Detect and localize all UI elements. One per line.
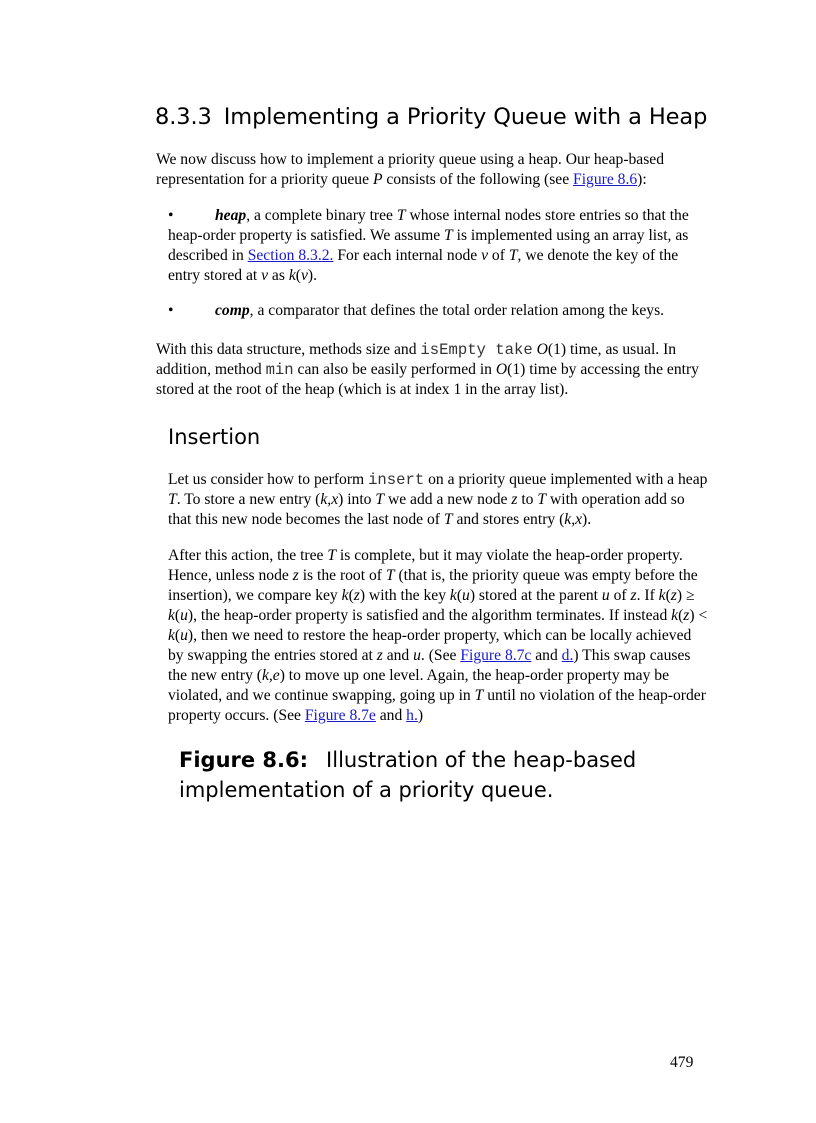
bullet-dot: • (168, 207, 174, 224)
bullet-dot: • (168, 302, 174, 319)
term-heap: heap (215, 207, 247, 224)
figure-caption (179, 745, 649, 805)
section-title: Implementing a Priority Queue with a Heap (223, 104, 708, 130)
figure-8-6-link[interactable]: Figure 8.6 (573, 171, 638, 188)
code-isempty: isEmpty take (420, 341, 533, 359)
code-insert: insert (368, 471, 425, 489)
term-comp: comp (215, 302, 250, 319)
insertion-paragraph-2: After this action, the tree T is complete, but it may violate the heap-order property. Hence, unless node z is the root of T (that is, the priority queue was empty before the insertion), we compare key k(z) with the key k(u) stored at the parent u of z. If k(z) ≥ k(u), the heap-order property is satisfied and the algorithm terminates. If instead k(z) < k(u), then we need to restore the heap-order property, which can be locally achieved by swapping the entries stored at z and u. (See Figure 8.7c and d.) This swap causes the new entry (k,e) to move up one level. Again, the heap-order property may be violated, and we continue swapping, going up in T until no violation of the heap-order property occurs. (See Figure 8.7e and h.) (168, 547, 708, 724)
insertion-paragraph-1: Let us consider how to perform insert on a priority queue implemented with a heap T. To store a new entry (k,x) into T we add a new node z to T with operation add so that this new node becomes the last node of T and stores entry (k,x). (168, 471, 708, 528)
figure-label: Figure 8.6: (179, 748, 309, 772)
bullet-comp: • comp, a comparator that defines the total order relation among the keys. (168, 302, 665, 319)
page-number: 479 (670, 1054, 694, 1071)
section-8-3-2-link[interactable]: Section 8.3.2. (247, 247, 334, 264)
section-heading (155, 104, 707, 130)
figure-caption-text: Illustration of the heap-based implementation of a priority queue. (179, 748, 637, 802)
methods-paragraph: With this data structure, methods size and isEmpty take O(1) time, as usual. In addition, method min can also be easily performed in O(1) time by accessing the entry stored at the root of the heap (which is at index 1 in the array list). (156, 341, 699, 398)
section-number: 8.3.3 (155, 104, 212, 130)
code-min: min (265, 361, 294, 379)
intro-paragraph: We now discuss how to implement a priority queue using a heap. Our heap-based representation for a priority queue P consists of the following (see Figure 8.6): (156, 151, 665, 188)
bullet-heap: • heap, a complete binary tree T whose internal nodes store entries so that the heap-order property is satisfied. We assume T is implemented using an array list, as described in Section 8.3.2. For each internal node v of T, we denote the key of the entry stored at v as k(v). (168, 207, 689, 284)
figure-d-link[interactable]: d. (561, 647, 574, 664)
figure-8-7e-link[interactable]: Figure 8.7e (304, 707, 376, 724)
figure-h-link[interactable]: h. (406, 707, 418, 724)
figure-8-7c-link[interactable]: Figure 8.7c (460, 647, 532, 664)
insertion-heading: Insertion (168, 425, 261, 449)
